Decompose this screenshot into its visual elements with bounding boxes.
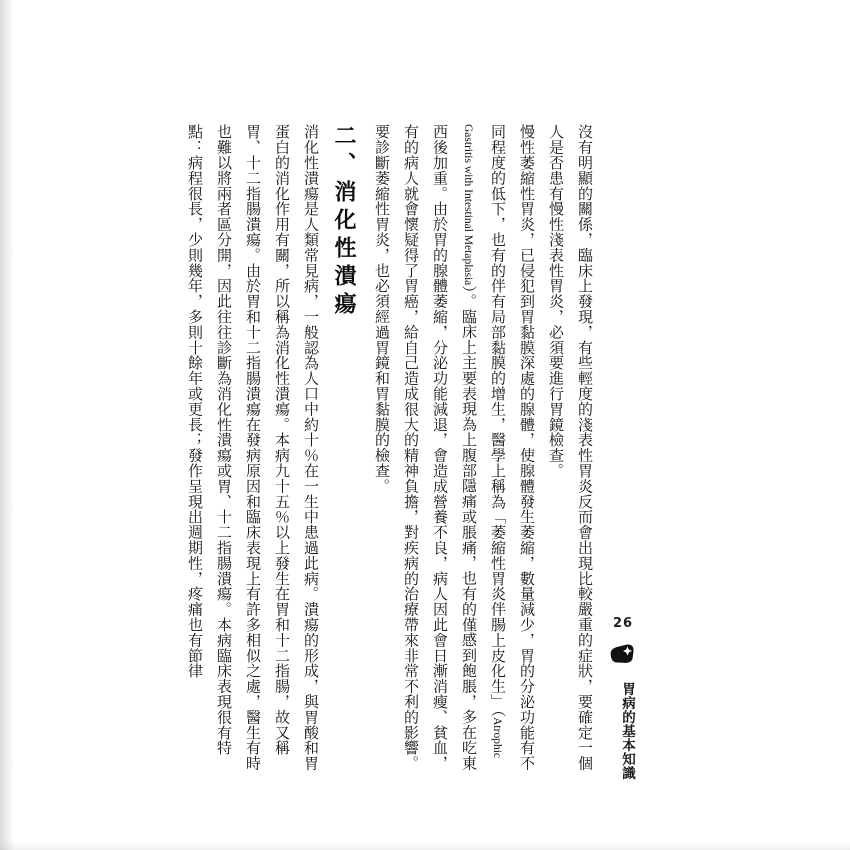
latin-medical-term: Atrophic Gastritis with Intestinal Metaplasia bbox=[462, 124, 503, 758]
paragraph bbox=[179, 124, 324, 772]
section-heading bbox=[329, 124, 359, 772]
page-edge-shadow-left bbox=[0, 0, 14, 850]
text-run: 二、消化性潰瘍 bbox=[332, 124, 357, 320]
running-title: 胃病的基本知識 bbox=[620, 682, 635, 780]
paragraph bbox=[540, 124, 598, 772]
paragraph bbox=[366, 124, 540, 772]
text-run: ）。臨床上主要表現為上腹部隱痛或脹痛，也有的僅感到飽脹，多在吃東西後加重。由於胃的腺體萎縮，分泌功能減退，會造成營養不良，病人因此會日漸消瘦、貧血，有的病人就會懷疑得了胃癌，給自己造成很大的精神負擔，對疾病的治療帶來非常不利的影響。要診斷萎縮性胃炎，也必須經過胃鏡和胃黏膜的檢查。 bbox=[373, 124, 476, 771]
page-number: 26 bbox=[613, 616, 634, 631]
publisher-stamp-icon bbox=[608, 642, 636, 666]
text-run: 消化性潰瘍是人類常見病，一般認為人口中約十％在一生中患過此病。潰瘍的形成，與胃酸和胃蛋白的消化作用有關，所以稱為消化性潰瘍。本病九十五％以上發生在胃和十二指腸，故又稱胃、十二指腸潰瘍。由於胃和十二指腸潰瘍在發病原因和臨床表現上有許多相似之處，醫生有時也難以將兩者區分開，因此往往診斷為消化性潰瘍或胃、十二指腸潰瘍。本病臨床表現很有特點：病程很長，少則幾年，多則十餘年或更長；發作呈現出週期性，疼痛也有節律 bbox=[186, 124, 318, 771]
text-run: 慢性萎縮性胃炎，已侵犯到胃黏膜深處的腺體，使腺體發生萎縮，數量減少，胃的分泌功能有不同程度的低下，也有的伴有局部黏膜的增生，醫學上稱為「萎縮性胃炎伴腸上皮化生」（ bbox=[489, 124, 534, 771]
body-text bbox=[150, 124, 598, 772]
page-edge-shadow-bottom bbox=[0, 842, 850, 850]
text-run: 沒有明顯的關係，臨床上發現，有些輕度的淺表性胃炎反而會出現比較嚴重的症狀，要確定一個人是否患有慢性淺表性胃炎，必須要進行胃鏡檢查。 bbox=[547, 124, 592, 771]
